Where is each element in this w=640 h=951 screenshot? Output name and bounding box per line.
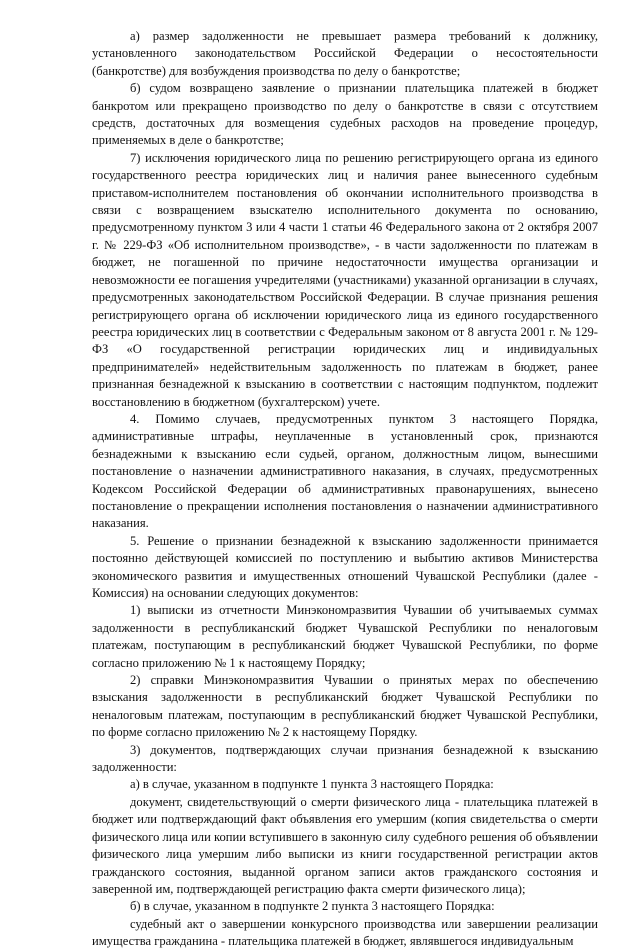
paragraph-point-4-administrative-fines: 4. Помимо случаев, предусмотренных пунктом 3 настоящего Порядка, административные штрафы, неуплаченные в установленный срок, признаются безнадежными к взысканию если судьей, органом, должностным лицом, вынесшими постановление о назначении административного наказания, в случаях, предусмотренных Кодексом Российской Федерации об административных правонарушениях, вынесено постановление о прекращении исполнения постановления о назначении административного наказания.	[92, 411, 598, 531]
paragraph-point-5-commission-decision: 5. Решение о признании безнадежной к взысканию задолженности принимается постоянно действующей комиссией по поступлению и выбытию активов Министерства экономического развития и имущественных отношений Чувашской Республики (далее - Комиссия) на основании следующих документов:	[92, 533, 598, 600]
paragraph-case-b-court-act: судебный акт о завершении конкурсного производства или завершении реализации имущества гражданина - плательщика платежей в бюджет, являвшегося индивидуальным	[92, 916, 598, 949]
paragraph-subitem-b-court-returned: б) судом возвращено заявление о признании плательщика платежей в бюджет банкротом или прекращено производство по делу о банкротстве в связи с отсутствием средств, достаточных для возмещения судебных расходов на проведение процедур, применяемых в деле о банкротстве;	[92, 81, 598, 148]
paragraph-doc-3-confirming-documents: 3) документов, подтверждающих случаи признания безнадежной к взысканию задолженности:	[92, 742, 598, 775]
paragraph-item-7-legal-entity-exclusion: 7) исключения юридического лица по решению регистрирующего органа из единого государственного реестра юридических лиц и наличия ранее вынесенного судебным приставом-исполнителем постановления об окончании исполнительного производства в связи с возвращением взыскателю исполнительного документа по основанию, предусмотренному пунктом 3 или 4 части 1 статьи 46 Федерального закона от 2 октября 2007 г. № 229-ФЗ «Об исполнительном производстве», - в части задолженности по платежам в бюджет, не погашенной по причине недостаточности имущества организации и невозможности ее погашения учредителями (участниками) указанной организации в случаях, предусмотренных законодательством Российской Федерации. В случае признания решения регистрирующего органа об исключении юридического лица из единого государственного реестра юридических лиц в соответствии с Федеральным законом от 8 августа 2001 г. № 129-ФЗ «О государственной регистрации юридических лиц и индивидуальных предпринимателей» недействительным задолженность по платежам в бюджет, ранее признанная безнадежной к взысканию в соответствии с настоящим подпунктом, подлежит восстановлению в бюджетном (бухгалтерском) учете.	[92, 150, 598, 409]
paragraph-doc-1-report-extract: 1) выписки из отчетности Минэкономразвития Чувашии об учитываемых суммах задолженности в республиканский бюджет Чувашской Республики по неналоговым платежам, поступающим в республиканский бюджет Чувашской Республики, по форме согласно приложению № 1 к настоящему Порядку;	[92, 603, 598, 670]
paragraph-case-a-death-document: документ, свидетельствующий о смерти физического лица - плательщика платежей в бюджет или подтверждающий факт объявления его умершим (копия свидетельства о смерти физического лица или копии вступившего в законную силу судебного решения об объявлении физического лица умершим либо выписки из книги государственной регистрации актов гражданского состояния, выданной органом записи актов гражданского состояния и заверенной им, подтверждающей регистрацию факта смерти физического лица);	[92, 794, 598, 896]
paragraph-case-a-heading: а) в случае, указанном в подпункте 1 пункта 3 настоящего Порядка:	[130, 777, 494, 792]
paragraph-case-b-heading: б) в случае, указанном в подпункте 2 пункта 3 настоящего Порядка:	[130, 899, 495, 914]
paragraph-doc-2-measures-certificate: 2) справки Минэкономразвития Чувашии о принятых мерах по обеспечению взыскания задолженности в республиканский бюджет Чувашской Республики по неналоговым платежам, поступающим в республиканский бюджет Чувашской Республики, по форме согласно приложению № 2 к настоящему Порядку.	[92, 673, 598, 740]
paragraph-subitem-a-debt-size: а) размер задолженности не превышает размера требований к должнику, установленного законодательством Российской Федерации о несостоятельности (банкротстве) для возбуждения производства по делу о банкротстве;	[92, 29, 598, 78]
